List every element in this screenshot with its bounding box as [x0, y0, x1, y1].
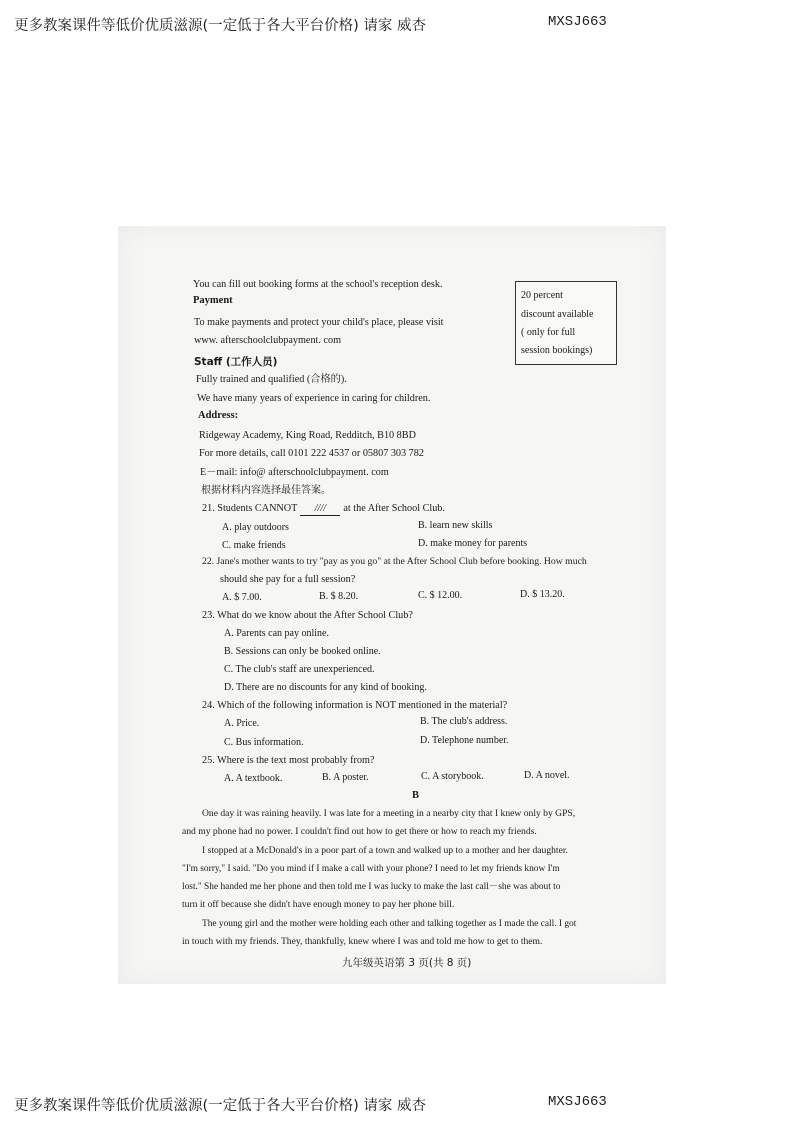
banner-code: MXSJ663: [548, 1094, 607, 1110]
top-banner: [14, 14, 607, 35]
q22-option-d: D. $ 13.20.: [520, 589, 565, 600]
q24-option-d: D. Telephone number.: [420, 735, 509, 746]
discount-line: 20 percent: [521, 290, 563, 301]
payment-heading: Payment: [193, 295, 233, 306]
booking-line: You can fill out booking forms at the school's reception desk.: [193, 279, 443, 290]
q24-option-c: C. Bus information.: [224, 737, 304, 748]
q21-prefix: 21. Students CANNOT: [202, 503, 298, 514]
banner-code: MXSJ663: [548, 14, 607, 30]
email-line: E－mail: info@ afterschoolclubpayment. com: [200, 467, 389, 478]
question-24: 24. Which of the following information is NOT mentioned in the material?: [202, 700, 508, 711]
details-line: For more details, call 0101 222 4537 or 05807 303 782: [199, 448, 424, 459]
bottom-banner: [14, 1094, 607, 1115]
section-b-label: B: [412, 790, 420, 801]
discount-box: [515, 281, 617, 365]
q21-option-b: B. learn new skills: [418, 520, 493, 531]
q23-option-c: C. The club's staff are unexperienced.: [224, 664, 375, 675]
paragraph-line: and my phone had no power. I couldn't find out how to get there or how to reach my friends.: [182, 826, 537, 837]
instruction-line: 根据材料内容选择最佳答案。: [201, 485, 331, 496]
q24-option-a: A. Price.: [224, 718, 260, 729]
discount-line: session bookings): [521, 345, 593, 356]
q25-option-a: A. A textbook.: [224, 773, 283, 784]
staff-heading: Staff (工作人员): [194, 356, 278, 368]
payment-text: To make payments and protect your child's place, please visit: [194, 317, 444, 328]
question-22-line-2: should she pay for a full session?: [220, 574, 356, 585]
question-23: 23. What do we know about the After School Club?: [202, 610, 413, 621]
q21-option-a: A. play outdoors: [222, 522, 289, 533]
paragraph-line: turn it off because she didn't have enough money to pay her phone bill.: [182, 899, 455, 910]
paragraph-line: "I'm sorry," I said. "Do you mind if I make a call with your phone? I need to let my friends know I'm: [182, 864, 560, 874]
q25-option-b: B. A poster.: [322, 772, 369, 783]
q22-option-b: B. $ 8.20.: [319, 591, 359, 602]
question-25: 25. Where is the text most probably from?: [202, 755, 375, 766]
paragraph-line: I stopped at a McDonald's in a poor part of a town and walked up to a mother and her daughter.: [202, 845, 568, 856]
staff-line-2: We have many years of experience in caring for children.: [197, 393, 431, 404]
scanned-page: [118, 226, 666, 984]
banner-text: 更多教案课件等低价优质滋源(一定低于各大平台价格) 请家 威杏: [14, 18, 427, 34]
question-22-line-1: 22. Jane's mother wants to try "pay as you go" at the After School Club before booking. How much: [202, 556, 587, 567]
q21-blank: ////: [300, 503, 340, 516]
q21-option-d: D. make money for parents: [418, 538, 528, 549]
q21-suffix: at the After School Club.: [343, 503, 445, 514]
q23-option-b: B. Sessions can only be booked online.: [224, 646, 381, 657]
paragraph-line: in touch with my friends. They, thankfully, knew where I was and told me how to get to them.: [182, 936, 543, 947]
payment-url: www. afterschoolclubpayment. com: [194, 335, 342, 346]
page-number: 九年级英语第 3 页(共 8 页): [342, 957, 472, 969]
q22-option-c: C. $ 12.00.: [418, 590, 463, 601]
q21-option-c: C. make friends: [222, 540, 286, 551]
paragraph-line: The young girl and the mother were holding each other and talking together as I made the call. I got: [202, 919, 577, 929]
paragraph-line: One day it was raining heavily. I was late for a meeting in a nearby city that I knew only by GPS,: [202, 808, 576, 819]
q23-option-d: D. There are no discounts for any kind of booking.: [224, 682, 427, 693]
paragraph-line: lost." She handed me her phone and then told me I was lucky to make the last call－she was about to: [182, 882, 561, 892]
q25-option-d: D. A novel.: [524, 770, 570, 781]
q25-option-c: C. A storybook.: [421, 771, 484, 782]
address-heading: Address:: [198, 410, 239, 421]
address-line: Ridgeway Academy, King Road, Redditch, B10 8BD: [199, 430, 416, 441]
q23-option-a: A. Parents can pay online.: [224, 628, 329, 639]
banner-text: 更多教案课件等低价优质滋源(一定低于各大平台价格) 请家 威杏: [14, 1098, 427, 1114]
discount-line: discount available: [521, 309, 594, 320]
q24-option-b: B. The club's address.: [420, 716, 508, 727]
q22-option-a: A. $ 7.00.: [222, 592, 262, 603]
staff-line-1: Fully trained and qualified (合格的).: [196, 374, 347, 385]
discount-line: ( only for full: [521, 327, 576, 338]
question-21: [202, 503, 445, 516]
